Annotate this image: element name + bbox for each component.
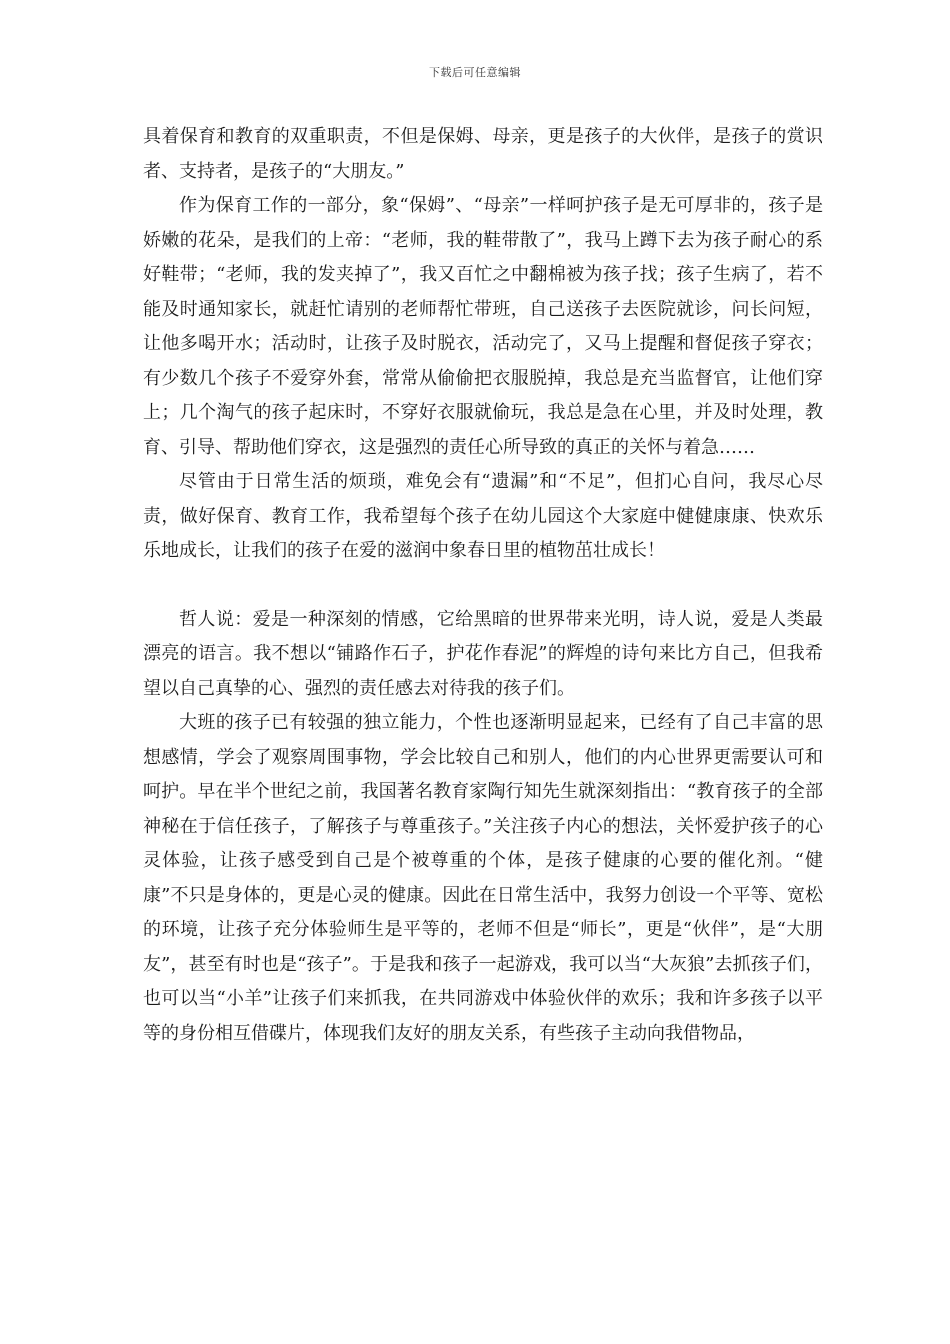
document-body [143,120,823,1051]
section-divider [143,569,823,603]
paragraph-philosopher-quote: 哲人说：爱是一种深刻的情感，它给黑暗的世界带来光明，诗人说，爱是人类最漂亮的语言。我不想以“铺路作石子，护花作春泥”的辉煌的诗句来比方自己，但我希望以自己真挚的心、强烈的责任感去对待我的孩子们。 [143,608,823,699]
page-header: 下载后可任意编辑 [429,66,521,79]
paragraph-continuation: 具着保育和教育的双重职责，不但是保姆、母亲，更是孩子的大伙伴，是孩子的赏识者、支持者，是孩子的“大朋友。” [143,126,823,182]
paragraph-senior-class: 大班的孩子已有较强的独立能力，个性也逐渐明显起来，已经有了自己丰富的思想感情，学会了观察周围事物，学会比较自己和别人，他们的内心世界更需要认可和呵护。早在半个世纪之前，我国著名教育家陶行知先生就深刻指出：“教育孩子的全部神秘在于信任孩子，了解孩子与尊重孩子。”关注孩子内心的想法，关怀爱护孩子的心灵体验，让孩子感受到自己是个被尊重的个体，是孩子健康的心要的催化剂。“健康”不只是身体的，更是心灵的健康。因此在日常生活中，我努力创设一个平等、宽松的环境，让孩子充分体验师生是平等的，老师不但是“师长”，更是“伙伴”，是“大朋友”，甚至有时也是“孩子”。于是我和孩子一起游戏，我可以当“大灰狼”去抓孩子们，也可以当“小羊”让孩子们来抓我，在共同游戏中体验伙伴的欢乐；我和许多孩子以平等的身份相互借碟片，体现我们友好的朋友关系，有些孩子主动向我借物品， [143,712,823,1044]
paragraph-conscientious: 尽管由于日常生活的烦琐，难免会有“遗漏”和“不足”，但扪心自问，我尽心尽责，做好保育、教育工作，我希望每个孩子在幼儿园这个大家庭中健健康康、快欢乐乐地成长，让我们的孩子在爱的滋润中象春日里的植物茁壮成长！ [143,471,823,561]
paragraph-childcare-duties: 作为保育工作的一部分，象“保姆”、“母亲”一样呵护孩子是无可厚非的，孩子是娇嫩的花朵，是我们的上帝：“老师，我的鞋带散了”，我马上蹲下去为孩子耐心的系好鞋带；“老师，我的发夹掉了”，我又百忙之中翻棉被为孩子找；孩子生病了，若不能及时通知家长，就赶忙请别的老师帮忙带班，自己送孩子去医院就诊，问长问短，让他多喝开水；活动时，让孩子及时脱衣，活动完了，又马上提醒和督促孩子穿衣；有少数几个孩子不爱穿外套，常常从偷偷把衣服脱掉，我总是充当监督官，让他们穿上；几个淘气的孩子起床时，不穿好衣服就偷玩，我总是急在心里，并及时处理，教育、引导、帮助他们穿衣，这是强烈的责任心所导致的真正的关怀与着急…… [143,195,823,458]
